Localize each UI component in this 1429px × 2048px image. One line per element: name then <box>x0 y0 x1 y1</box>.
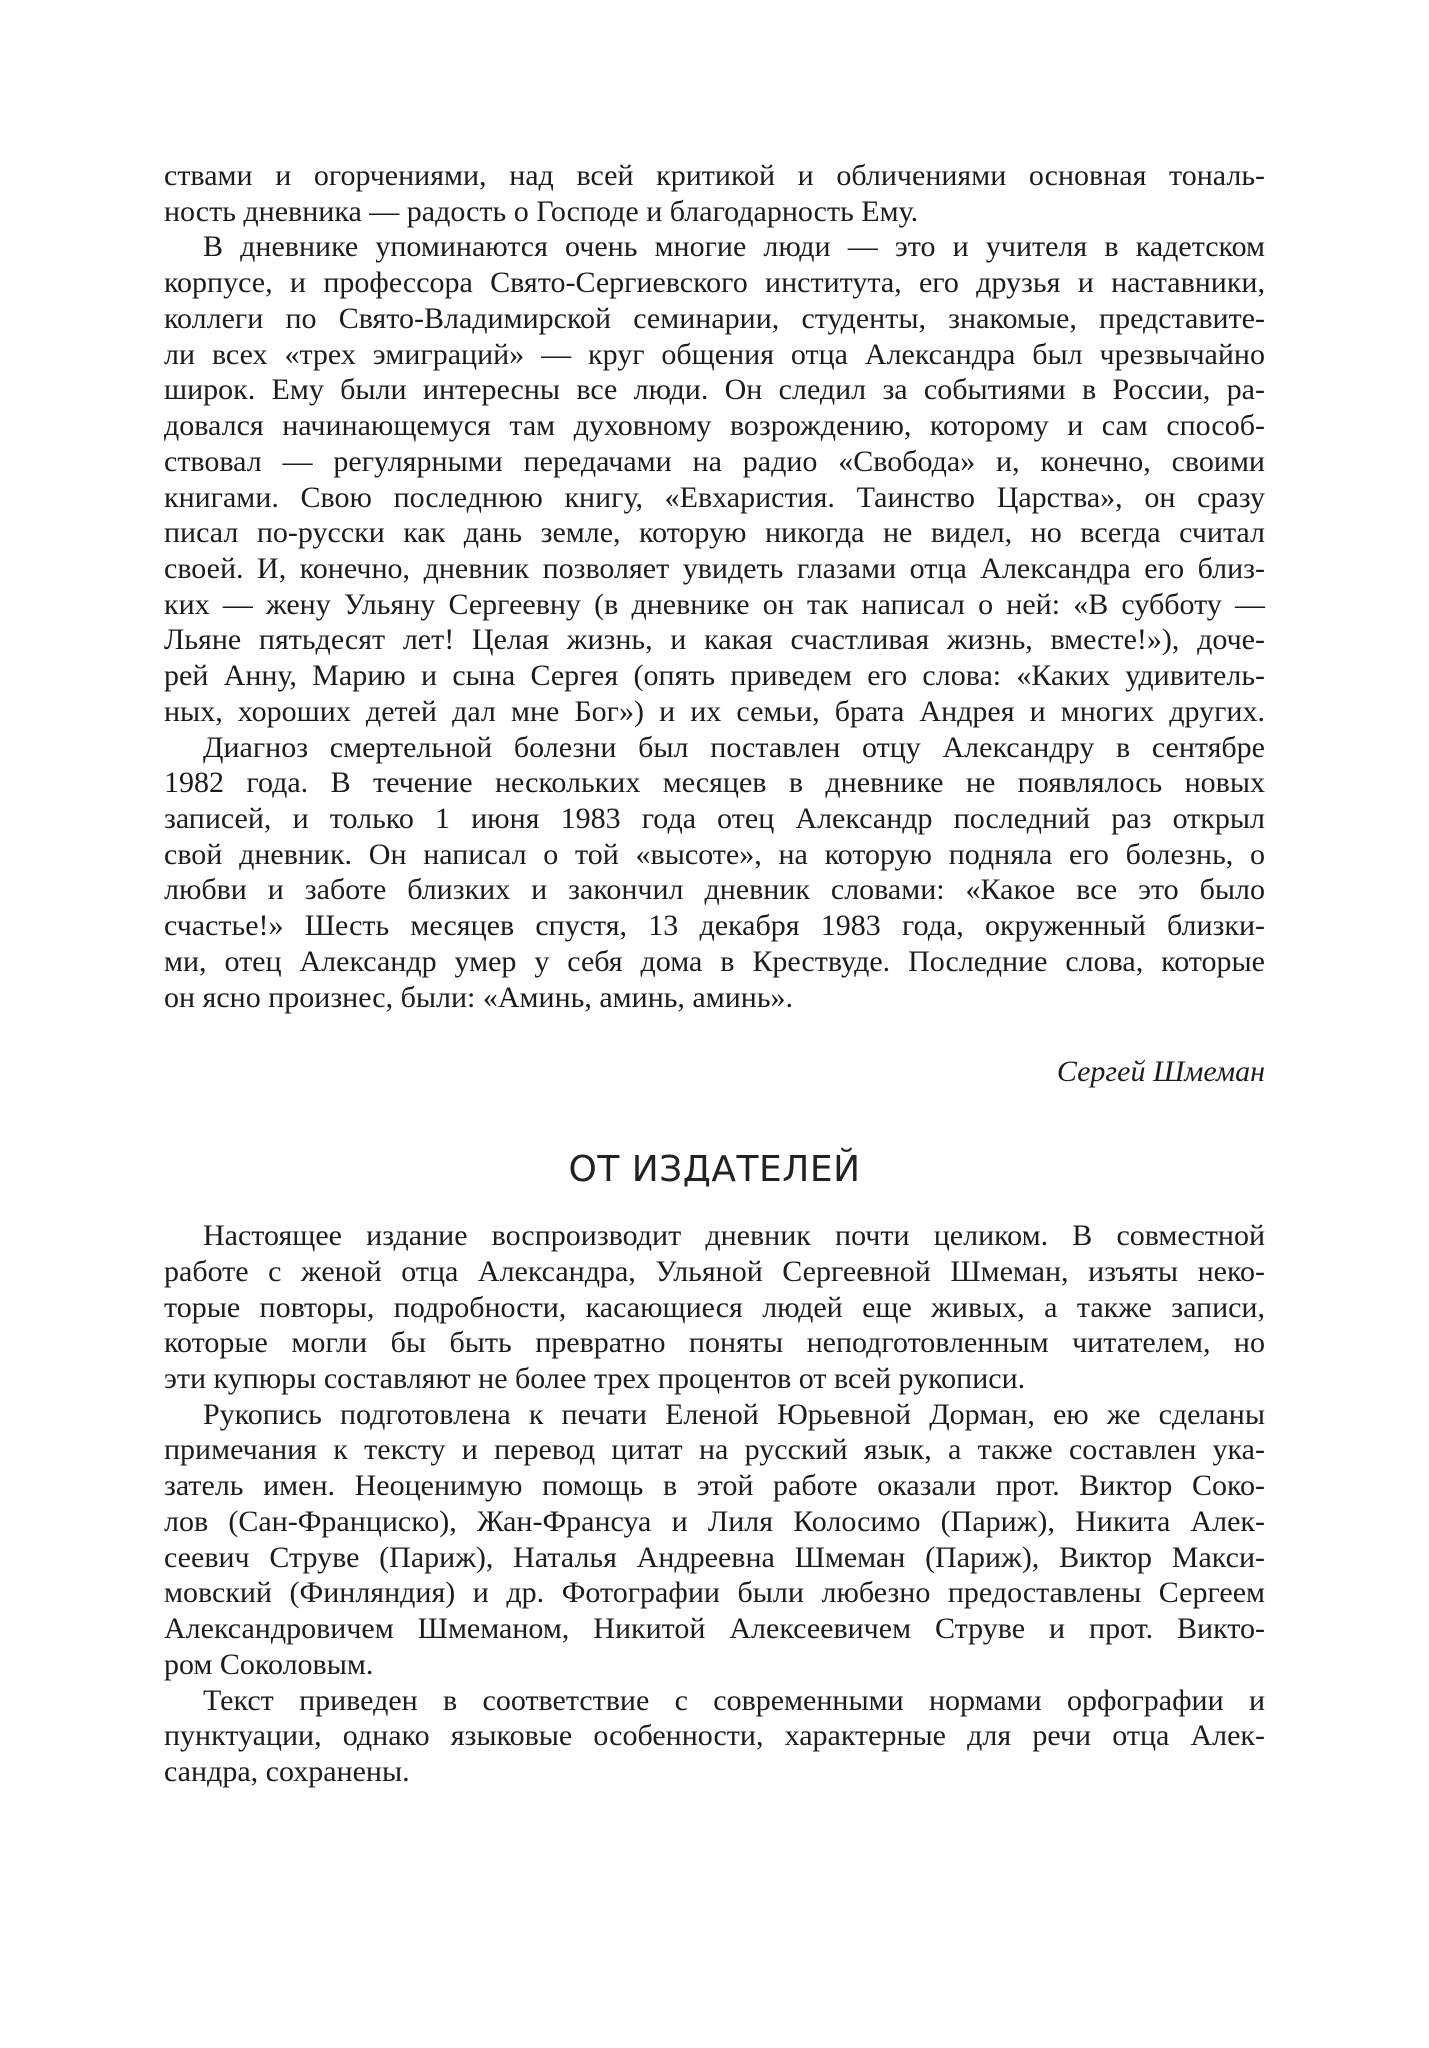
text-line: писал по-русски как дань земле, которую никогда не видел, но всегда считал <box>164 516 1265 549</box>
text-line: счастье!» Шесть месяцев спустя, 13 декабря 1983 года, окруженный близки- <box>164 909 1265 942</box>
text-line: рей Анну, Марию и сына Сергея (опять приведем его слова: «Каких удивитель- <box>164 659 1265 692</box>
text-line: сеевич Струве (Париж), Наталья Андреевна Шмеман (Париж), Виктор Макси- <box>164 1541 1265 1574</box>
text-line: книгами. Свою последнюю книгу, «Евхаристия. Таинство Царства», он сразу <box>164 481 1265 514</box>
text-line: Александровичем Шмеманом, Никитой Алексеевичем Струве и прот. Викто- <box>164 1612 1265 1645</box>
text-line: Льяне пятьдесят лет! Целая жизнь, и какая счастливая жизнь, вместе!»), доче- <box>164 623 1265 656</box>
text-line: 1982 года. В течение нескольких месяцев в дневнике не появлялось новых <box>164 766 1265 799</box>
text-line: торые повторы, подробности, касающиеся людей еще живых, а также записи, <box>164 1291 1265 1324</box>
text-line: коллеги по Свято-Владимирской семинарии, студенты, знакомые, представите- <box>164 302 1265 335</box>
text-line: своей. И, конечно, дневник позволяет увидеть глазами отца Александра его близ- <box>164 552 1265 585</box>
text-line: корпусе, и профессора Свято-Сергиевского института, его друзья и наставники, <box>164 266 1265 299</box>
text-line: широк. Ему были интересны все люди. Он следил за событиями в России, ра- <box>164 373 1265 406</box>
author-signature: Сергей Шмеман <box>1056 1055 1265 1088</box>
text-line: довался начинающемуся там духовному возрождению, которому и сам способ- <box>164 409 1265 442</box>
text-line: пунктуации, однако языковые особенности, характерные для речи отца Алек- <box>164 1719 1265 1752</box>
text-line: ких — жену Ульяну Сергеевну (в дневнике он так написал о ней: «В субботу — <box>164 588 1265 621</box>
text-line: ми, отец Александр умер у себя дома в Крествуде. Последние слова, которые <box>164 945 1265 978</box>
text-line: работе с женой отца Александра, Ульяной Сергеевной Шмеман, изъяты неко- <box>164 1255 1265 1288</box>
text-line: В дневнике упоминаются очень многие люди — это и учителя в кадетском <box>203 230 1265 263</box>
text-line: затель имен. Неоценимую помощь в этой работе оказали прот. Виктор Соко- <box>164 1469 1265 1502</box>
text-line: Диагноз смертельной болезни был поставлен отцу Александру в сентябре <box>203 731 1265 764</box>
text-line: которые могли бы быть превратно поняты неподготовленным читателем, но <box>164 1326 1265 1359</box>
text-line: Рукопись подготовлена к печати Еленой Юрьевной Дорман, ею же сделаны <box>203 1398 1265 1431</box>
section-heading: ОТ ИЗДАТЕЛЕЙ <box>568 1149 861 1190</box>
text-line: ствовал — регулярными передачами на радио «Свобода» и, конечно, своими <box>164 445 1265 478</box>
text-line: лов (Сан-Франциско), Жан-Франсуа и Лиля Колосимо (Париж), Никита Алек- <box>164 1505 1265 1538</box>
text-line: ность дневника — радость о Господе и благодарность Ему. <box>164 195 919 228</box>
text-line: любви и заботе близких и закончил дневник словами: «Какое все это было <box>164 873 1265 906</box>
text-line: ных, хороших детей дал мне Бог») и их семьи, брата Андрея и многих других. <box>164 695 1265 728</box>
text-line: примечания к тексту и перевод цитат на русский язык, а также составлен ука- <box>164 1433 1265 1466</box>
text-line: ли всех «трех эмиграций» — круг общения отца Александра был чрезвычайно <box>164 338 1265 371</box>
text-line: свой дневник. Он написал о той «высоте», на которую подняла его болезнь, о <box>164 838 1265 871</box>
text-line: Текст приведен в соответствие с современными нормами орфографии и <box>203 1684 1265 1717</box>
text-line: ром Соколовым. <box>164 1648 374 1681</box>
text-line: мовский (Финляндия) и др. Фотографии были любезно предоставлены Сергеем <box>164 1576 1265 1609</box>
text-line: записей, и только 1 июня 1983 года отец Александр последний раз открыл <box>164 802 1265 835</box>
text-line: ствами и огорчениями, над всей критикой и обличениями основная тональ- <box>164 159 1265 192</box>
text-line: Настоящее издание воспроизводит дневник почти целиком. В совместной <box>203 1219 1265 1252</box>
text-line: сандра, сохранены. <box>164 1755 410 1788</box>
text-line: он ясно произнес, были: «Аминь, аминь, аминь». <box>164 981 794 1014</box>
text-line: эти купюры составляют не более трех процентов от всей рукописи. <box>164 1362 1026 1395</box>
